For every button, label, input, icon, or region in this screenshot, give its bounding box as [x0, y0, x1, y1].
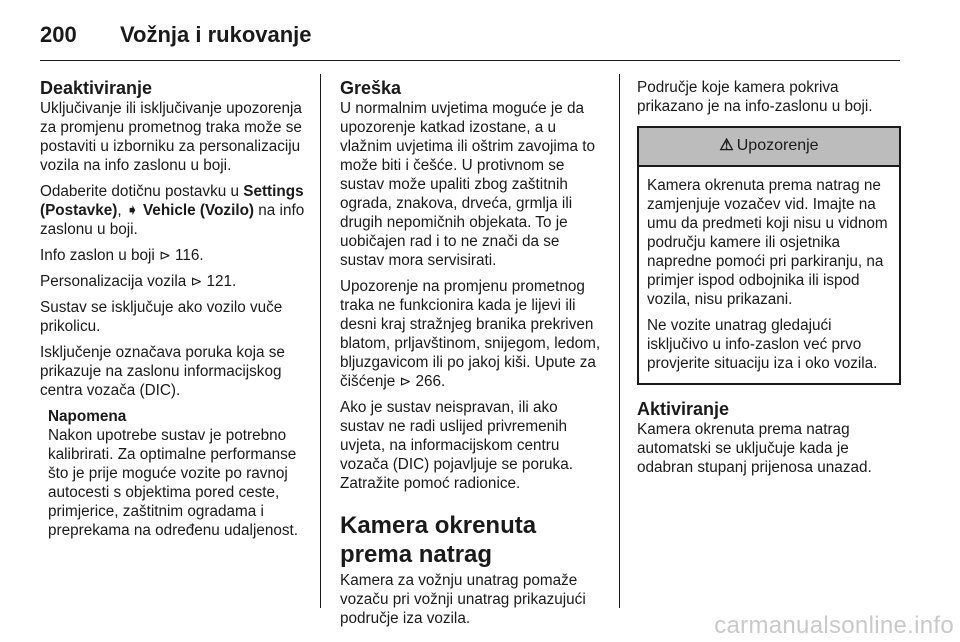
page-ref: 266. [411, 373, 446, 390]
paragraph-ref [340, 277, 604, 391]
text: Info zaslon u boji [40, 247, 160, 264]
paragraph: Ako je sustav neispravan, ili ako sustav ne radi uslijed privremenih uvjeta, na informacijskom centru vozača (DIC) pojavljuje se poruka. Zatražite pomoć radionice. [340, 399, 573, 492]
section-heading-fault: Greška [340, 78, 402, 98]
arrow-right-icon: ➧ [125, 202, 139, 219]
page-ref-icon: ⊳ [190, 273, 203, 289]
paragraph: Kamera za vožnju unatrag pomaže vozaču pri vožnji unatrag prikazujući područje iza vozila. [340, 572, 586, 627]
paragraph: Uključivanje ili isključivanje upozorenja za promjenu prometnog traka može se postaviti u izborniku za personalizaciju vozila na info zaslonu u boji. [40, 100, 302, 174]
note-text: Nakon upotrebe sustav je potrebno kalibrirati. Za optimalne performanse što je prije moguće vozite po ravnoj autocesti s objektima pored ceste, primjerice, zaštitnim ogradama i preprekama na određenu udaljenost. [48, 427, 299, 539]
column-divider-2 [619, 74, 620, 608]
warning-body [639, 167, 899, 383]
paragraph: U normalnim uvjetima moguće je da upozorenje katkad izostane, a u vlažnim uvjetima ili oštrim zavojima to može biti i češće. U protivnom se sustav može upaliti zbog zaštitnih ograda, znakova, drveća, grmlja ili drugih nepomičnih objekata. To je uobičajen rad i to ne znači da se sustav mora servisirati. [340, 100, 596, 269]
warning-triangle-icon: ⚠ [719, 137, 734, 154]
warning-header [639, 128, 899, 167]
warning-paragraph: Kamera okrenuta prema natrag ne zamjenjuje vozačev vid. Imajte na umu da predmeti koji nisu u vidnom području kamere ili osjetnika napredne pomoći pri parkiranju, na primjer ispod odbojnika ili ispod vozila, nisu prikazani. [647, 177, 888, 308]
warning-box [637, 126, 901, 385]
column-2 [340, 78, 604, 635]
page-title: Vožnja i rukovanje [120, 22, 312, 47]
page-ref: 121. [202, 273, 237, 290]
text: Personalizacija vozila [40, 273, 191, 290]
paragraph: Područje koje kamera pokriva prikazano je na info-zaslonu u boji. [637, 79, 873, 115]
text: Upozorenje na promjenu prometnog traka ne funkcionira kada je lijevi ili desni kraj stražnjeg branika prekriven blatom, prljavštinom, snijegom, ledom, bljuzgavicom ili po jakoj kiši. Upute za čišćenje [340, 278, 601, 390]
page-ref: 116. [170, 247, 204, 264]
text: Odaberite dotičnu postavku u [40, 183, 244, 200]
paragraph-ref [40, 272, 308, 291]
section-heading-deactivation: Deaktiviranje [40, 78, 153, 98]
paragraph: Kamera okrenuta prema natrag automatski se uključuje kada je odabran stupanj prijenosa unazad. [637, 421, 872, 476]
note-title: Napomena [48, 408, 127, 425]
page-ref-icon: ⊳ [159, 247, 171, 263]
paragraph: Sustav se isključuje ako vozilo vuče prikolicu. [40, 299, 283, 335]
paragraph-ref [40, 246, 308, 265]
column-1 [40, 78, 308, 540]
header-divider [40, 60, 900, 61]
page-ref-icon: ⊳ [399, 373, 412, 389]
warning-title: Upozorenje [736, 137, 819, 154]
text: , [117, 202, 126, 219]
text: na info zaslonu u boji. [40, 202, 305, 238]
page-number: 200 [40, 22, 77, 47]
settings-menu-label: Settings (Postavke) [40, 183, 304, 219]
column-divider-1 [320, 74, 321, 608]
section-heading-activation: Aktiviranje [637, 399, 730, 419]
vehicle-menu-label: Vehicle (Vozilo) [142, 202, 255, 219]
paragraph: Isključenje označava poruka koja se prikazuje na zaslonu informacijskog centra vozača (DIC). [40, 344, 285, 399]
warning-paragraph: Ne vozite unatrag gledajući isključivo u info-zaslon već prvo provjerite situaciju iza i oko vozila. [647, 317, 878, 372]
paragraph-settings-path [40, 182, 308, 239]
note-block [48, 407, 308, 540]
watermark: carmanualsonline.info [714, 612, 954, 639]
page-header [40, 18, 920, 60]
chapter-heading-rear-camera: Kamera okrenuta prema natrag [340, 512, 537, 568]
column-3 [637, 78, 901, 484]
